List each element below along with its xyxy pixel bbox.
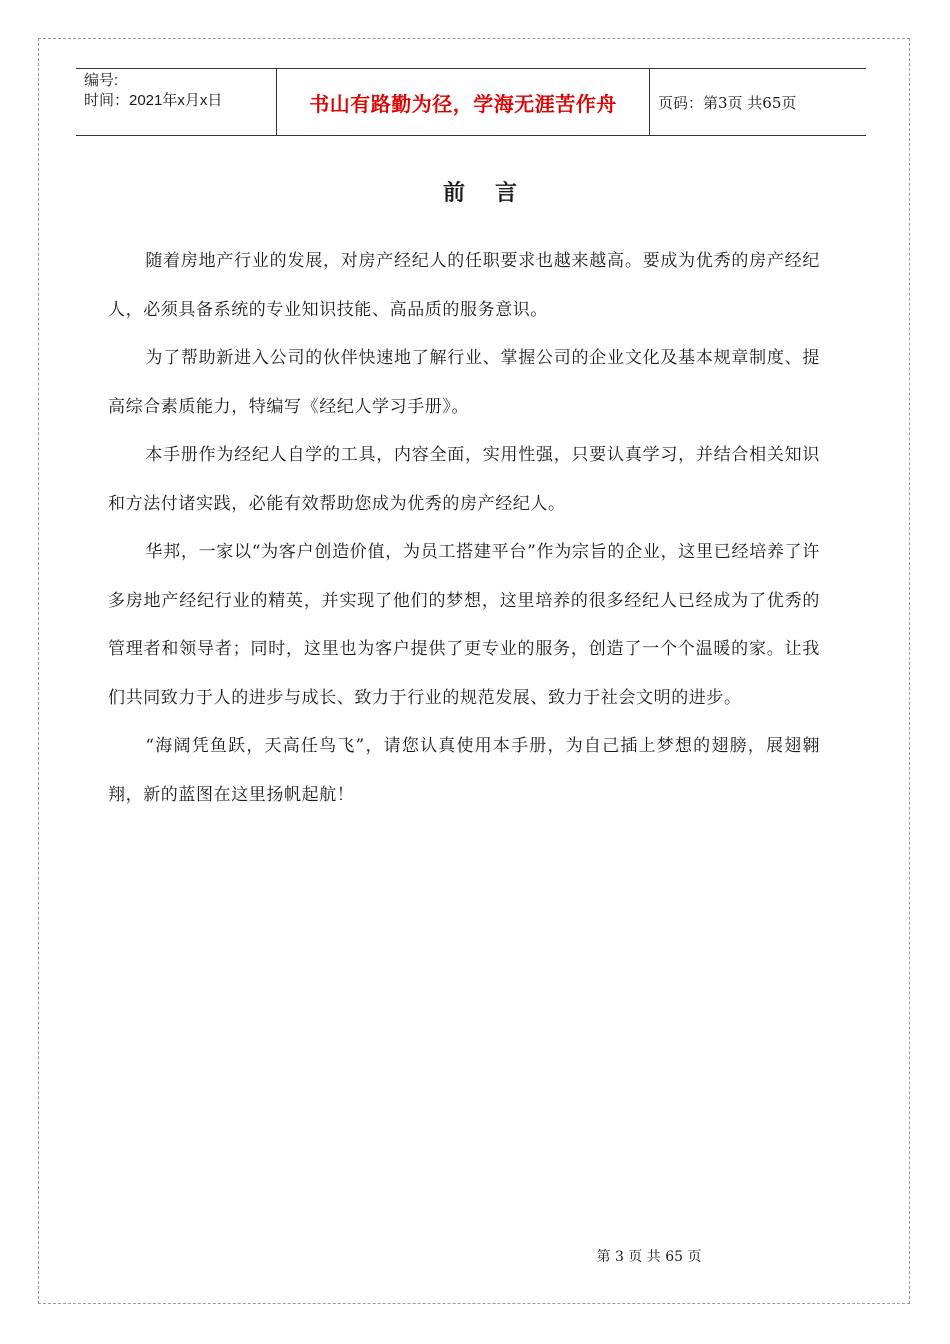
paragraph: 随着房地产行业的发展，对房产经纪人的任职要求也越来越高。要成为优秀的房产经纪人，必须具备系统的专业知识技能、高品质的服务意识。 bbox=[108, 251, 820, 320]
page-title: 前言 bbox=[442, 180, 547, 206]
paragraph: 华邦，一家以“为客户创造价值，为员工搭建平台”作为宗旨的企业，这里已经培养了许多房地产经纪行业的精英，并实现了他们的梦想，这里培养的很多经纪人已经成为了优秀的管理者和领导者；同时，这里也为客户提供了更专业的服务，创造了一个个温暖的家。让我们共同致力于人的进步与成长、致力于行业的规范发展、致力于社会文明的进步。 bbox=[108, 542, 820, 708]
paragraph: 本手册作为经纪人自学的工具，内容全面，实用性强，只要认真学习，并结合相关知识和方法付诸实践，必能有效帮助您成为优秀的房产经纪人。 bbox=[108, 445, 820, 514]
header-page-number: 页码：第3页 共65页 bbox=[658, 93, 797, 112]
header-motto: 书山有路勤为径，学海无涯苦作舟 bbox=[309, 91, 617, 116]
header-page-cell bbox=[650, 69, 866, 135]
paragraph: 为了帮助新进入公司的伙伴快速地了解行业、掌握公司的企业文化及基本规章制度、提高综合素质能力，特编写《经纪人学习手册》。 bbox=[108, 348, 820, 417]
paragraph: “海阔凭鱼跃，天高任鸟飞”，请您认真使用本手册，为自己插上梦想的翅膀，展翅翱翔，新的蓝图在这里扬帆起航！ bbox=[108, 736, 820, 805]
header-meta-cell bbox=[76, 69, 277, 135]
document-number-label: 编号: bbox=[84, 72, 119, 89]
document-body bbox=[108, 237, 820, 819]
page-footer: 第 3 页 共 65 页 bbox=[596, 1249, 702, 1265]
document-date-label: 时间：2021年x月x日 bbox=[84, 92, 223, 109]
document-header bbox=[76, 68, 866, 136]
header-motto-cell bbox=[277, 69, 650, 135]
